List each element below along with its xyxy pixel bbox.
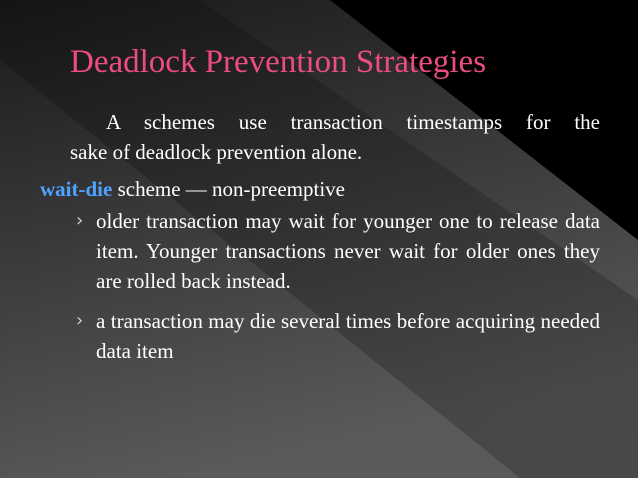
intro-line-2: sake of deadlock prevention alone. [70,140,363,164]
bullet-chevron-icon: › [76,210,84,231]
bullet-text: a transaction may die several times before acquiring needed data item [96,309,600,363]
bullet-item [76,206,600,296]
slide-title: Deadlock Prevention Strategies [70,44,487,80]
wait-die-heading [40,174,600,204]
bullet-item [76,306,600,366]
wait-die-description: scheme — non-preemptive [112,177,345,201]
bullet-text: older transaction may wait for younger one to release data item. Younger transactions never wait for older ones they are rolled back instead. [96,209,600,293]
wait-die-keyword: wait-die [40,177,113,201]
bullet-chevron-icon: › [76,310,84,331]
intro-paragraph [70,107,600,167]
intro-line-1: A schemes use transaction timestamps for the [106,110,600,134]
